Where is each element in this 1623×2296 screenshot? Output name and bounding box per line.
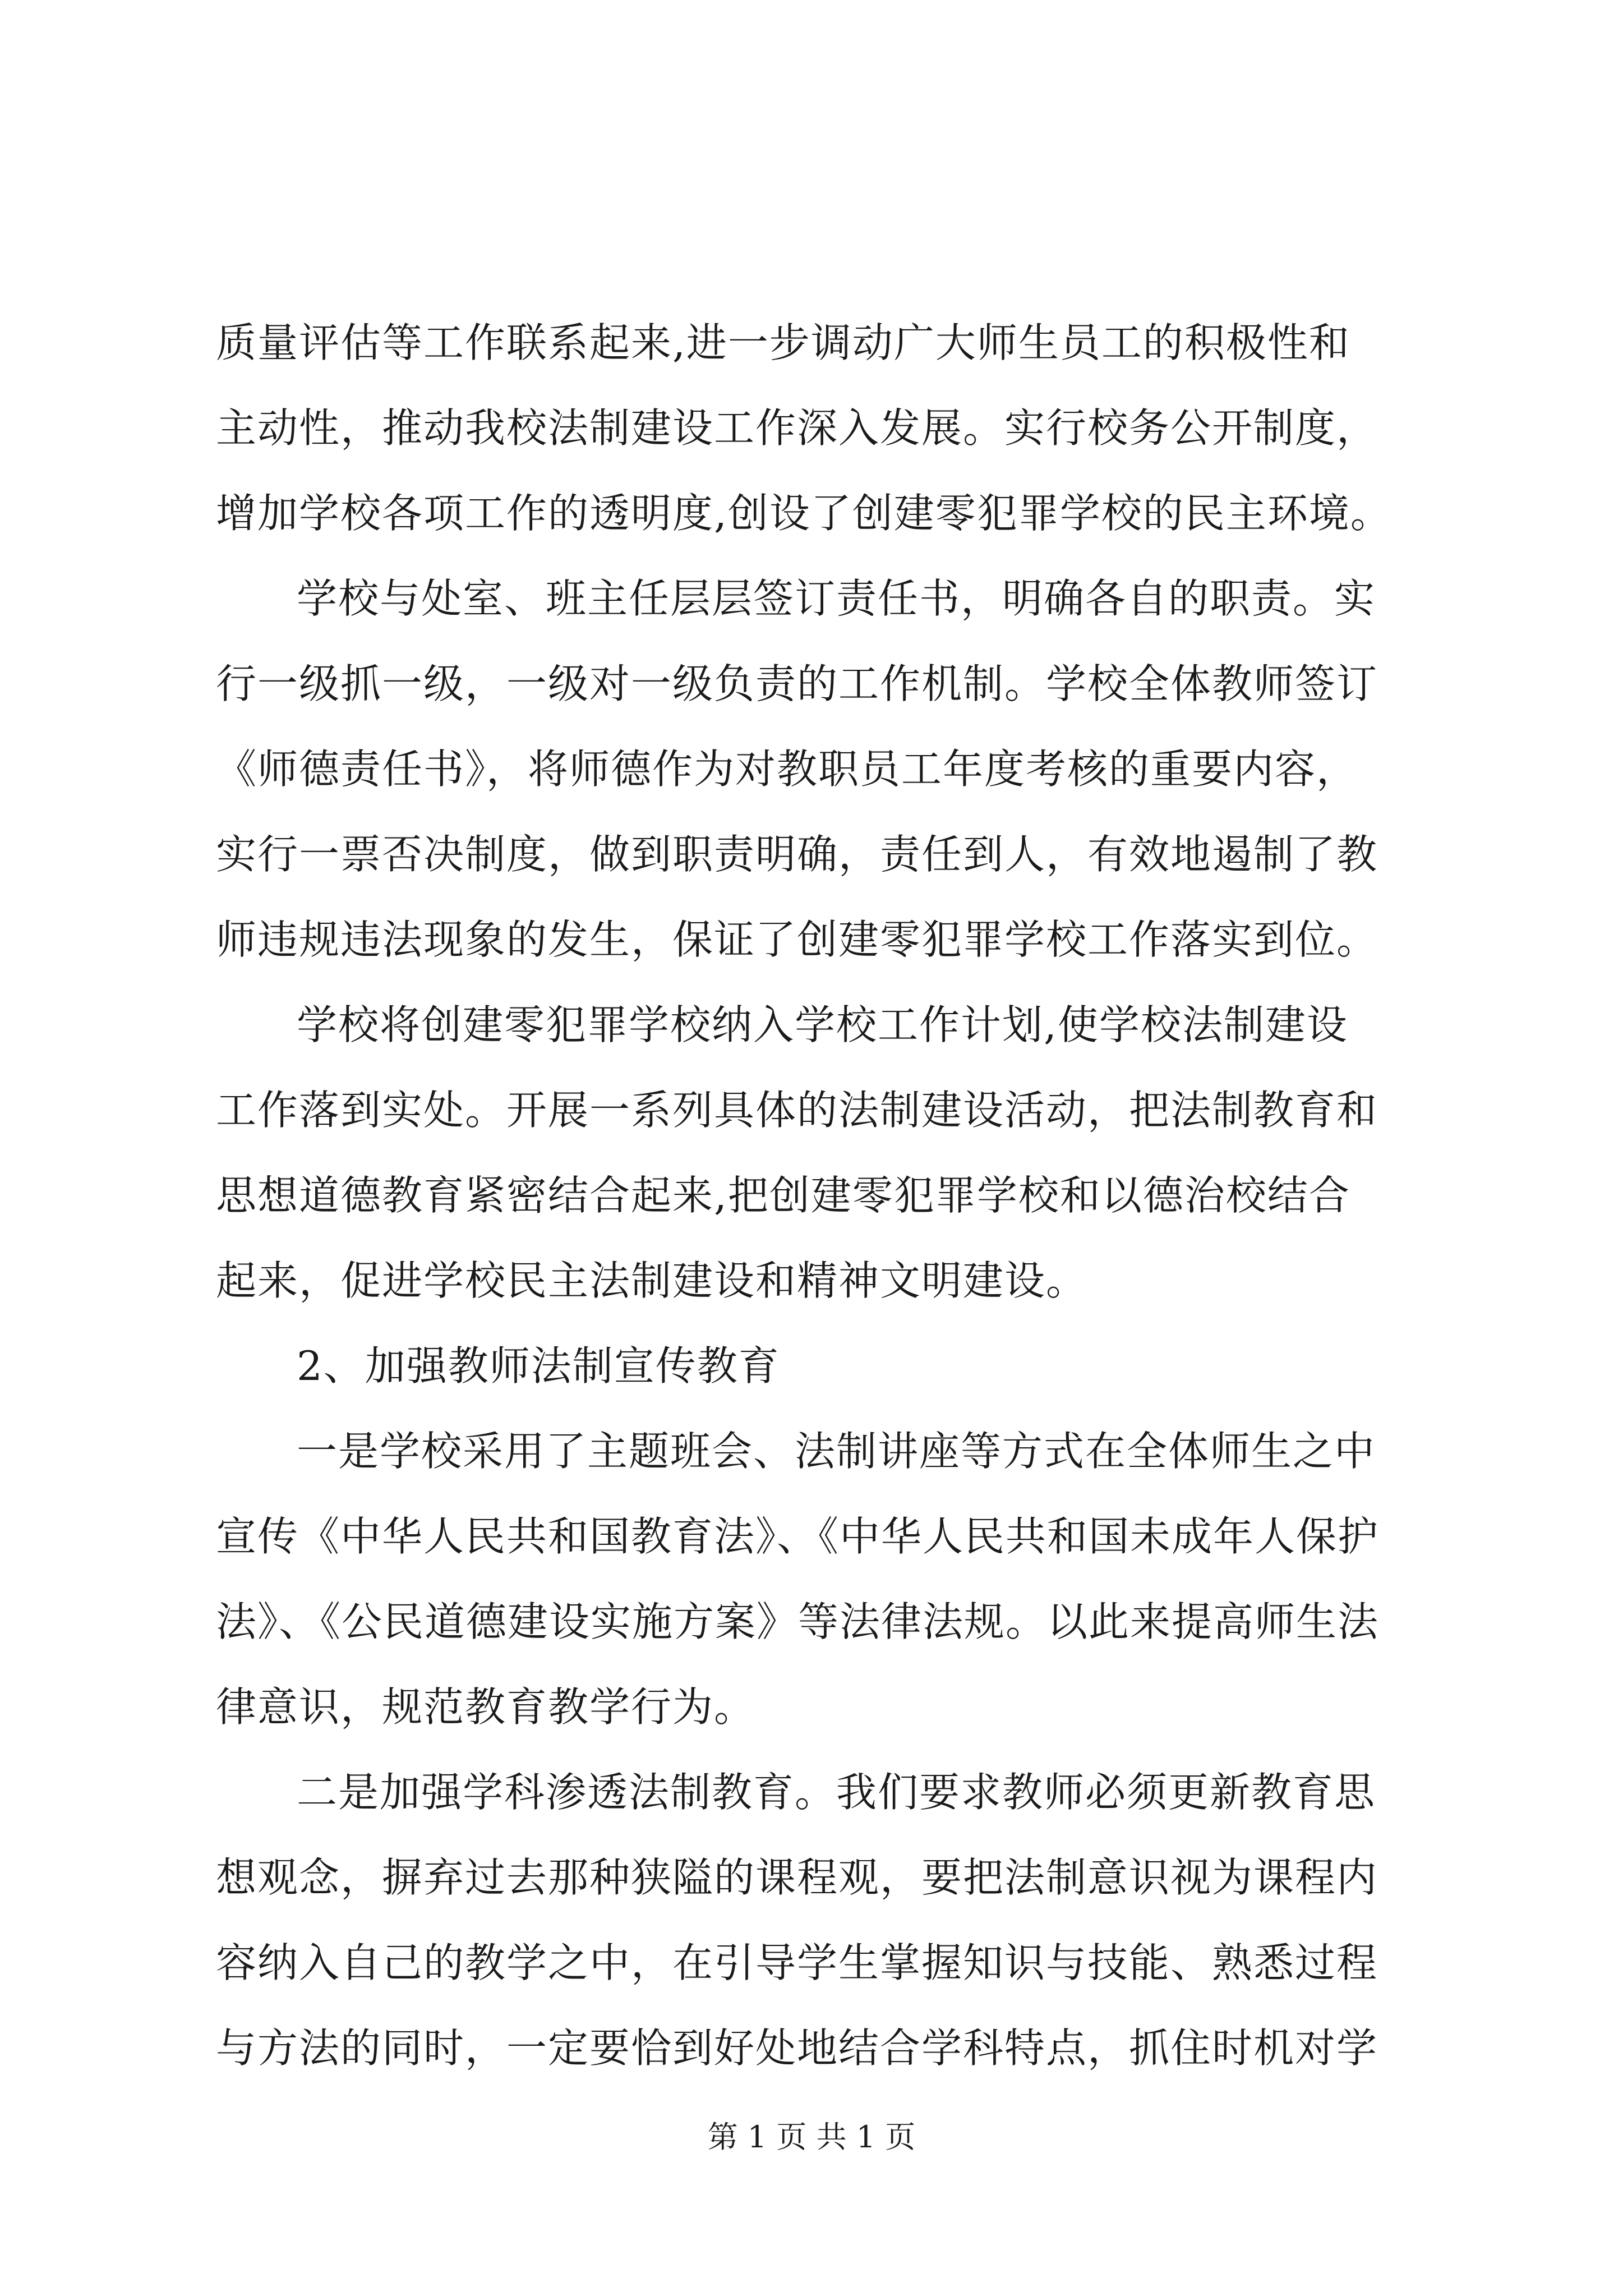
text-line: 法》、《公民道德建设实施方案》等法律法规。以此来提高师生法 [216, 1598, 1380, 1645]
text-line: 质量评估等工作联系起来,进一步调动广大师生员工的积极性和 [216, 319, 1350, 366]
text-line: 律意识，规范教育教学行为。 [216, 1683, 756, 1731]
text-line: 一是学校采用了主题班会、法制讲座等方式在全体师生之中 [297, 1428, 1376, 1475]
text-line: 实行一票否决制度，做到职责明确，责任到人，有效地遏制了教 [216, 831, 1378, 878]
text-line: 学校将创建零犯罪学校纳入学校工作计划,使学校法制建设 [297, 1001, 1348, 1048]
text-line: 增加学校各项工作的透明度,创设了创建零犯罪学校的民主环境。 [216, 490, 1392, 537]
text-line: 思想道德教育紧密结合起来,把创建零犯罪学校和以德治校结合 [216, 1172, 1350, 1219]
text-line: 行一级抓一级，一级对一级负责的工作机制。学校全体教师签订 [216, 660, 1378, 707]
text-line: 学校与处室、班主任层层签订责任书，明确各自的职责。实 [297, 575, 1376, 622]
text-line: 师违规违法现象的发生，保证了创建零犯罪学校工作落实到位。 [216, 916, 1378, 963]
document-body [216, 300, 1408, 2091]
text-line: 《师德责任书》，将师德作为对教职员工年度考核的重要内容， [216, 746, 1358, 793]
page-footer [0, 2118, 1623, 2157]
text-line: 二是加强学科渗透法制教育。我们要求教师必须更新教育思 [297, 1769, 1376, 1816]
text-line: 主动性，推动我校法制建设工作深入发展。实行校务公开制度， [216, 404, 1378, 452]
text-line: 容纳入自己的教学之中，在引导学生掌握知识与技能、熟悉过程 [216, 1939, 1378, 1986]
text-line: 起来，促进学校民主法制建设和精神文明建设。 [216, 1257, 1088, 1304]
text-line: 工作落到实处。开展一系列具体的法制建设活动，把法制教育和 [216, 1087, 1378, 1134]
text-line: 与方法的同时，一定要恰到好处地结合学科特点，抓住时机对学 [216, 2024, 1378, 2072]
page-number-label: 第 1 页 共 1 页 [707, 2119, 916, 2155]
section-heading: 2、加强教师法制宣传教育 [297, 1342, 780, 1389]
text-line: 宣传《中华人民共和国教育法》、《中华人民共和国未成年人保护 [216, 1513, 1380, 1560]
text-line: 想观念，摒弃过去那种狭隘的课程观，要把法制意识视为课程内 [216, 1854, 1378, 1901]
